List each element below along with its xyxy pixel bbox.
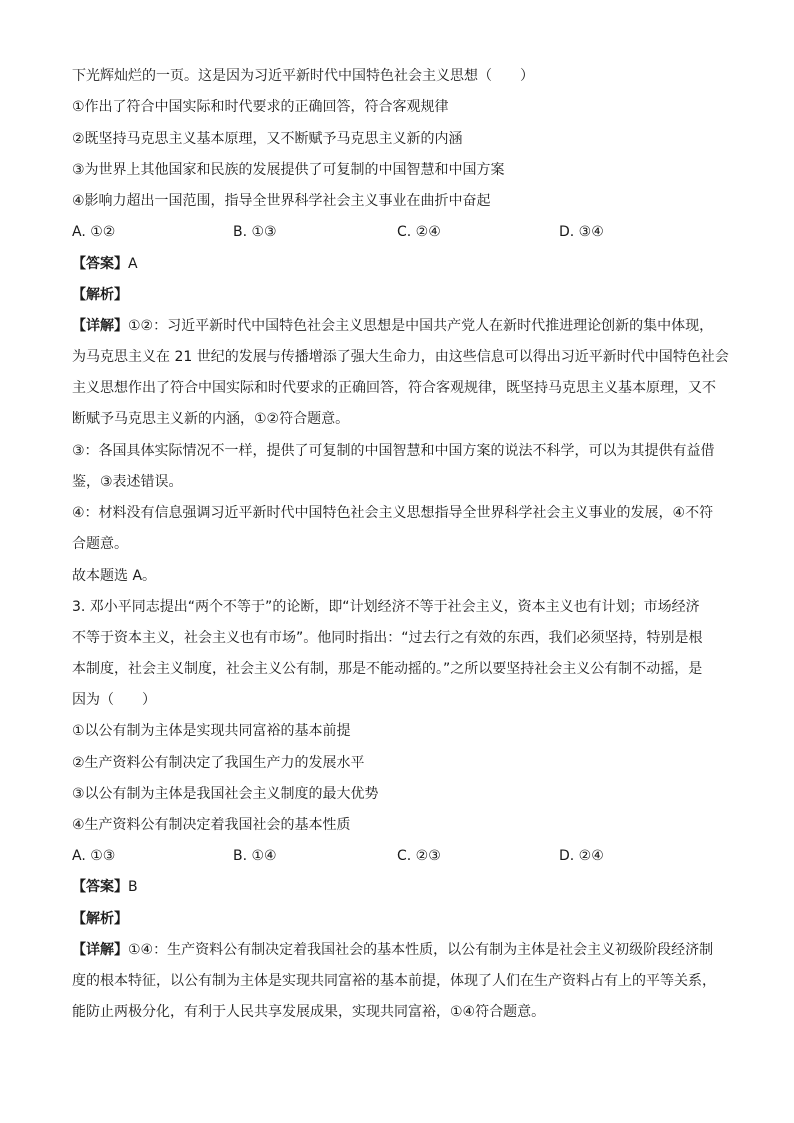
detail-text: ①②：习近平新时代中国特色社会主义思想是中国共产党人在新时代推进理论创新的集中体现， xyxy=(128,318,714,334)
detail-tag: 【详解】 xyxy=(72,318,128,334)
answer-tag: 【答案】 xyxy=(72,879,128,895)
detail-text: 能防止两极分化，有利于人民共享发展成果，实现共同富裕，①④符合题意。 xyxy=(72,1004,546,1020)
answer-line xyxy=(72,254,138,274)
statement-3: ③为世界上其他国家和民族的发展提供了可复制的中国智慧和中国方案 xyxy=(72,162,505,178)
detail-text: 合题意。 xyxy=(72,536,128,552)
option-d: D. ③④ xyxy=(559,224,604,240)
conclusion: 故本题选 A。 xyxy=(72,568,157,584)
question-stem: 不等于资本主义，社会主义也有市场”。他同时指出：“过去行之有效的东西，我们必须坚持，特别是根 xyxy=(72,630,703,646)
analysis-tag: 【解析】 xyxy=(72,287,128,303)
detail-line xyxy=(72,940,713,960)
option-c: C. ②③ xyxy=(397,848,441,864)
option-b: B. ①④ xyxy=(233,848,277,864)
answer-options xyxy=(72,222,732,242)
answer-value: A xyxy=(128,256,138,272)
statement-2: ②生产资料公有制决定了我国生产力的发展水平 xyxy=(72,755,365,771)
option-d: D. ②④ xyxy=(559,848,604,864)
question-stem: 3. 邓小平同志提出“两个不等于”的论断，即“计划经济不等于社会主义，资本主义也有计划；市场经济 xyxy=(72,599,700,615)
detail-text: 鉴，③表述错误。 xyxy=(72,474,183,490)
detail-text: ③：各国具体实际情况不一样，提供了可复制的中国智慧和中国方案的说法不科学，可以为其提供有益借 xyxy=(72,443,715,459)
statement-3: ③以公有制为主体是我国社会主义制度的最大优势 xyxy=(72,786,379,802)
option-a: A. ①② xyxy=(72,224,116,240)
detail-line xyxy=(72,316,713,336)
statement-4: ④生产资料公有制决定着我国社会的基本性质 xyxy=(72,817,351,833)
analysis-tag: 【解析】 xyxy=(72,911,128,927)
detail-text: 主义思想作出了符合中国实际和时代要求的正确回答，符合客观规律，既坚持马克思主义基本原理，又不 xyxy=(72,380,716,396)
option-c: C. ②④ xyxy=(397,224,441,240)
answer-tag: 【答案】 xyxy=(72,256,128,272)
statement-1: ①作出了符合中国实际和时代要求的正确回答，符合客观规律 xyxy=(72,99,449,115)
option-b: B. ①③ xyxy=(233,224,277,240)
detail-text: 度的根本特征，以公有制为主体是实现共同富裕的基本前提，体现了人们在生产资料占有上的平等关系， xyxy=(72,973,716,989)
detail-text: 为马克思主义在 21 世纪的发展与传播增添了强大生命力，由这些信息可以得出习近平新时代中国特色社会 xyxy=(72,349,729,365)
statement-2: ②既坚持马克思主义基本原理，又不断赋予马克思主义新的内涵 xyxy=(72,131,463,147)
detail-text: ①④：生产资料公有制决定着我国社会的基本性质，以公有制为主体是社会主义初级阶段经济制 xyxy=(128,942,714,958)
detail-text: ④：材料没有信息强调习近平新时代中国特色社会主义思想指导全世界科学社会主义事业的发展，④不符 xyxy=(72,505,714,521)
question-stem: 因为（ ） xyxy=(72,692,156,708)
option-a: A. ①③ xyxy=(72,848,116,864)
question-stem: 本制度，社会主义制度，社会主义公有制，那是不能动摇的。”之所以要坚持社会主义公有制不动摇，是 xyxy=(72,661,703,677)
statement-4: ④影响力超出一国范围，指导全世界科学社会主义事业在曲折中奋起 xyxy=(72,193,491,209)
detail-tag: 【详解】 xyxy=(72,942,128,958)
question-stem-tail: 下光辉灿烂的一页。这是因为习近平新时代中国特色社会主义思想（ ） xyxy=(72,68,534,84)
detail-text: 断赋予马克思主义新的内涵，①②符合题意。 xyxy=(72,411,350,427)
answer-options xyxy=(72,846,732,866)
statement-1: ①以公有制为主体是实现共同富裕的基本前提 xyxy=(72,723,351,739)
answer-line xyxy=(72,877,138,897)
answer-value: B xyxy=(128,879,138,895)
